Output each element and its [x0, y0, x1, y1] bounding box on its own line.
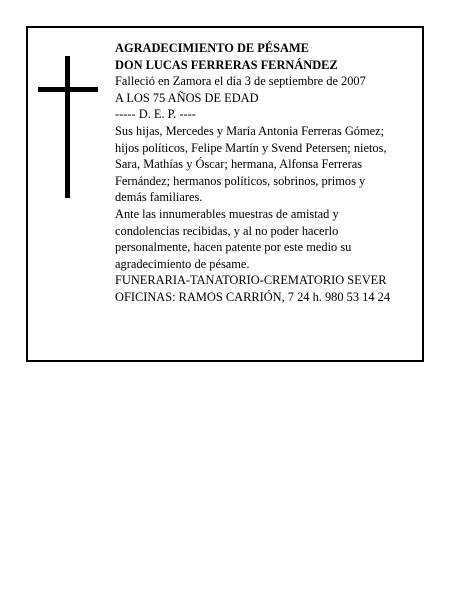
age-line: A LOS 75 AÑOS DE EDAD — [115, 90, 259, 105]
family-line: demás familiares. — [115, 190, 203, 205]
thanks-line: Ante las innumerables muestras de amistad y — [115, 206, 339, 221]
funeral-home: FUNERARIA-TANATORIO-CREMATORIO SEVER — [115, 273, 387, 288]
notice-heading: AGRADECIMIENTO DE PÉSAME — [115, 41, 309, 55]
family-line: Sara, Mathías y Óscar; hermana, Alfonsa Ferreras — [115, 157, 363, 172]
deceased-name: DON LUCAS FERRERAS FERNÁNDEZ — [115, 57, 338, 72]
thanks-line: personalmente, hacen patente por este medio su — [115, 240, 352, 255]
family-line: Sus hijas, Mercedes y María Antonia Ferreras Gómez; — [115, 123, 385, 138]
cross-vertical-bar — [65, 56, 70, 198]
death-info: Falleció en Zamora el día 3 de septiembre de 2007 — [115, 74, 366, 89]
obituary-notice — [26, 26, 424, 362]
cross-horizontal-bar — [38, 87, 98, 92]
cross-icon — [38, 56, 98, 198]
thanks-line: agradecimiento de pésame. — [115, 256, 250, 271]
thanks-line: condolencias recibidas, y al no poder hacerlo — [115, 223, 339, 238]
notice-text — [115, 40, 421, 306]
rip-line: ----- D. E. P. ---- — [115, 107, 196, 122]
offices-line: OFICINAS: RAMOS CARRIÓN, 7 24 h. 980 53 14 24 — [115, 289, 391, 304]
family-line: Fernández; hermanos políticos, sobrinos, primos y — [115, 173, 366, 188]
family-line: hijos políticos, Felipe Martín y Svend Petersen; nietos, — [115, 140, 387, 155]
